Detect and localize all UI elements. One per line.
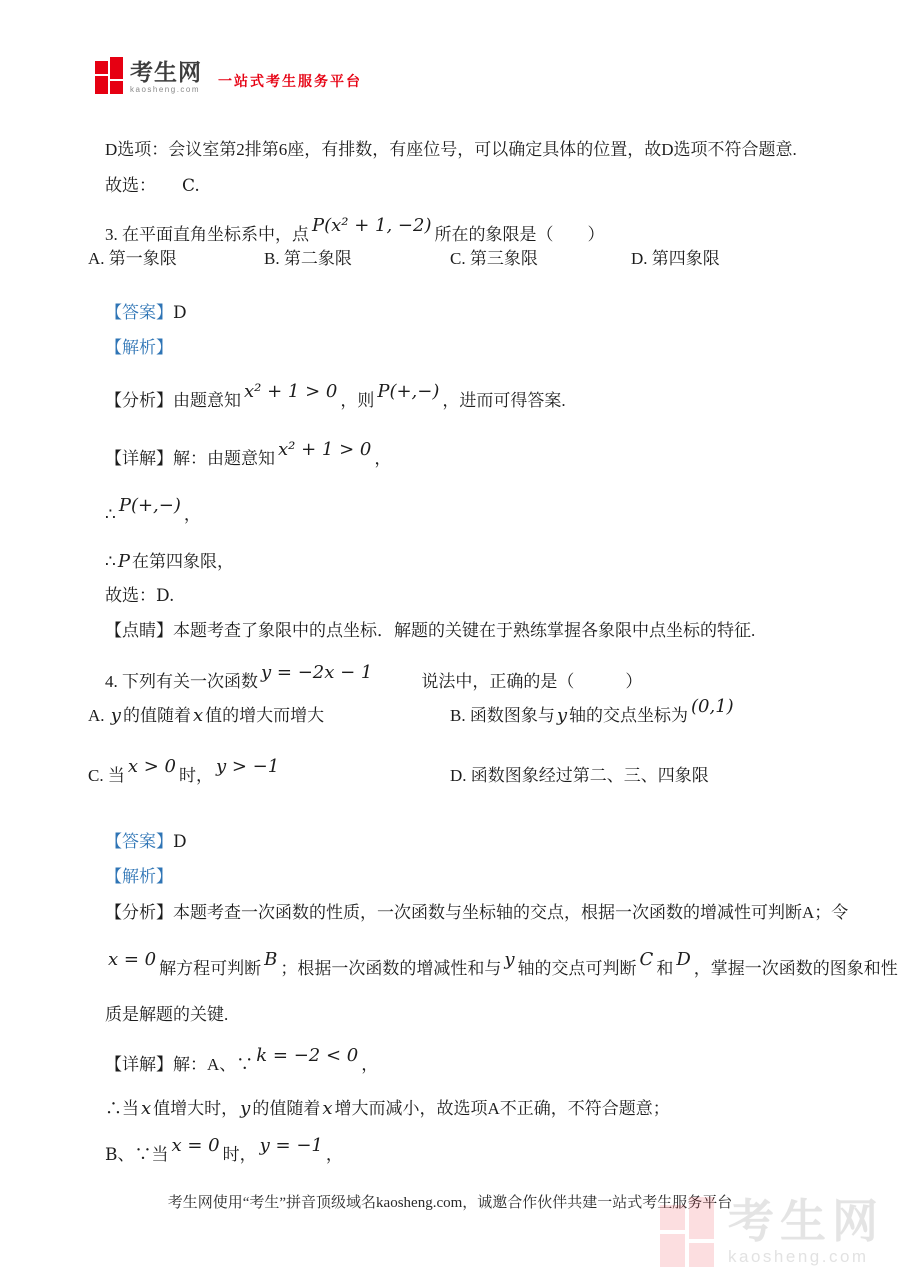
formula-x-eq-0: x = 0	[171, 1135, 220, 1157]
watermark-domain: kaosheng.com	[728, 1246, 869, 1266]
var-x: x	[141, 1098, 152, 1120]
formula-x2-plus-1: x² + 1 > 0	[244, 381, 338, 403]
formula-k-eq-neg2: k = −2 < 0	[256, 1045, 359, 1067]
formula-point-p: P(x² + 1, −2)	[312, 215, 432, 237]
q4-detail-line-2: ∴当 x 值增大时， y 的值随着 x 增大而减小，故选项A不正确，不符合题意；	[105, 1098, 670, 1120]
formula-x2-plus-1: x² + 1 > 0	[278, 439, 372, 461]
q4-detail-line-3: B、∵当 x = 0 时， y = −1 ，	[105, 1135, 343, 1166]
footer-slogan: 考生网使用“考生”拼音顶级域名kaosheng.com，诚邀合作伙伴共建一站式考生服务平台	[167, 1195, 733, 1211]
q3-brief-analysis: 【分析】由题意知 x² + 1 > 0 ，则 P(+,−) ，进而可得答案.	[105, 381, 566, 411]
formula-x-gt-0: x > 0	[127, 756, 176, 777]
var-y: y	[504, 949, 515, 971]
answer-label: 【答案】	[105, 832, 173, 852]
question-3-stem: 3. 在平面直角坐标系中，点 P(x² + 1, −2) 所在的象限是（ ）	[105, 215, 605, 245]
brand-tagline: 一站式考生服务平台	[218, 73, 362, 89]
formula-p-plus-minus: P(+,−)	[118, 495, 181, 517]
var-y: y	[556, 705, 568, 726]
q3-detail-line-1: 【详解】解：由题意知 x² + 1 > 0 ，	[105, 439, 392, 469]
q3-detail-line-3: ∴ P 在第四象限，	[105, 551, 234, 573]
q3-analysis-label: 【解析】	[105, 338, 173, 358]
kaosheng-logo-icon	[95, 56, 125, 94]
q4-option-b: B. 函数图象与 y 轴的交点坐标为 (0,1)	[450, 705, 737, 728]
watermark-brand: 考生网	[728, 1194, 884, 1247]
formula-y-gt-neg1: y > −1	[215, 756, 280, 777]
q4-option-a: A. y 的值随着 x 值的增大而增大	[88, 705, 325, 726]
q4-brief-analysis-line-1: 【分析】本题考查一次函数的性质，一次函数与坐标轴的交点，根据一次函数的增减性可判断A；令	[105, 903, 849, 923]
var-x: x	[192, 705, 204, 726]
q3-option-d: D. 第四象限	[631, 249, 720, 268]
kaosheng-watermark-icon	[660, 1195, 718, 1267]
kaosheng-watermark	[660, 1195, 884, 1267]
var-y: y	[110, 705, 121, 726]
q3-answer-line: 【答案】D	[105, 303, 187, 324]
formula-p-plus-minus: P(+,−)	[377, 381, 440, 403]
answer-label: 【答案】	[105, 303, 173, 323]
q3-option-c: C. 第三象限	[450, 249, 538, 268]
question-4-stem: 4. 下列有关一次函数 y = −2x − 1 说法中，正确的是（ ）	[105, 662, 643, 692]
var-x: x	[322, 1098, 333, 1120]
brand-domain: kaosheng.com	[130, 85, 201, 94]
q2-chosen-answer: 故选： C.	[105, 176, 200, 197]
q3-chosen-answer: 故选：D.	[105, 586, 175, 607]
var-y: y	[240, 1098, 251, 1120]
option-ref-d: D	[676, 949, 691, 971]
q3-key-point: 【点睛】本题考查了象限中的点坐标．解题的关键在于熟练掌握各象限中点坐标的特征.	[105, 621, 756, 641]
option-ref-c: C	[639, 949, 654, 971]
q2-option-d-explanation: D选项：会议室第2排第6座，有排数，有座位号，可以确定具体的位置，故D选项不符合题意.	[105, 140, 797, 160]
formula-x-eq-0: x = 0	[108, 949, 157, 971]
q4-analysis-label: 【解析】	[105, 867, 173, 887]
brand-name: 考生网	[130, 59, 202, 85]
option-ref-b: B	[264, 949, 278, 971]
q4-detail-line-1: 【详解】解：A、∵ k = −2 < 0 ，	[105, 1045, 379, 1075]
q4-brief-analysis-line-3: 质是解题的关键.	[105, 1005, 229, 1025]
formula-0-1: (0,1)	[691, 696, 734, 717]
q3-option-a: A. 第一象限	[88, 249, 177, 268]
q4-brief-analysis-line-2: x = 0 解方程可判断 B ；根据一次函数的增减性和与 y 轴的交点可判断 C 和 D ，掌握一次函数的图象和性	[88, 937, 898, 1002]
q4-option-c: C. 当 x > 0 时， y > −1	[88, 765, 282, 788]
q3-option-b: B. 第二象限	[264, 249, 352, 268]
var-p: P	[117, 551, 130, 573]
kaosheng-logo	[95, 56, 362, 94]
q4-answer-line: 【答案】D	[105, 832, 187, 853]
q3-detail-line-2: ∴ P(+,−) ，	[105, 495, 201, 525]
q4-option-d: D. 函数图象经过第二、三、四象限	[450, 766, 709, 785]
formula-y-eq-neg1: y = −1	[259, 1135, 323, 1157]
formula-linear-function: y = −2x − 1	[261, 662, 373, 684]
